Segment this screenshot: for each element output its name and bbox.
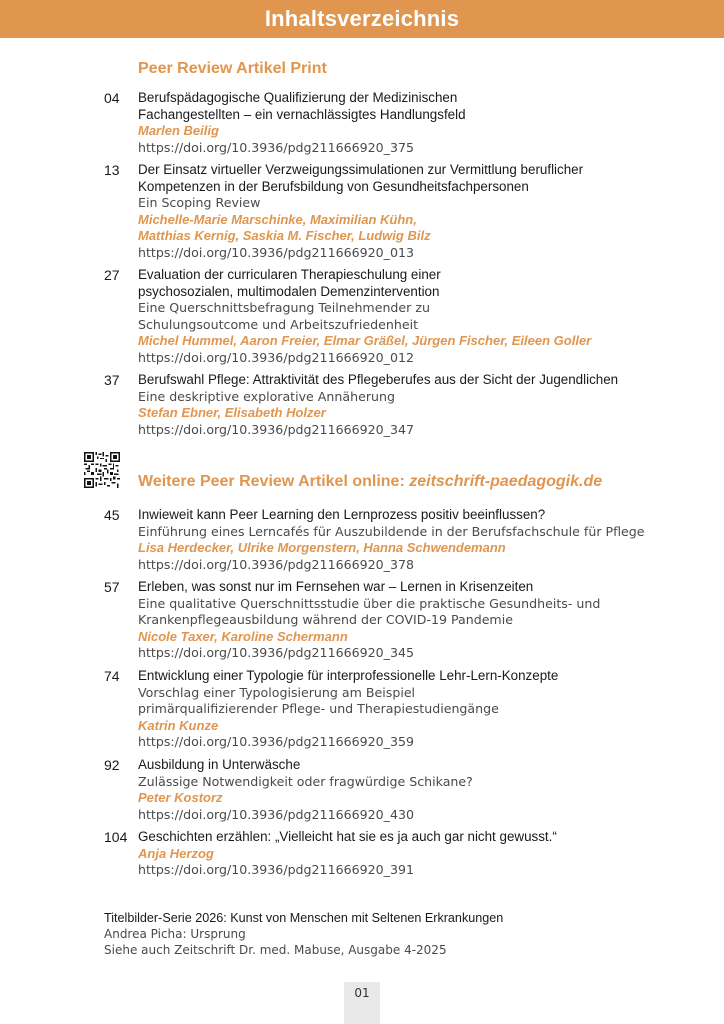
entry-authors: Anja Herzog [138, 845, 214, 861]
entry-authors: Marlen Beilig [138, 123, 219, 138]
entry-title-line: Entwicklung einer Typologie für interprofessionelle Lehr-Lern-Konzepte [138, 668, 559, 683]
cover-artist-line: Andrea Picha: Ursprung [104, 927, 246, 941]
entry-authors: Michelle-Marie Marschinke, Maximilian Kühn, [138, 211, 417, 227]
cover-image-credit [104, 910, 624, 958]
entry-doi-link[interactable]: https://doi.org/10.3936/pdg211666920_430 [138, 806, 414, 822]
entry-title-line: Kompetenzen in der Berufsbildung von Gesundheitsfachpersonen [138, 178, 529, 194]
toc-entry[interactable] [104, 579, 704, 662]
header-bar [0, 0, 724, 38]
toc-entry[interactable] [104, 267, 704, 366]
page-number-box [344, 982, 380, 1024]
entry-authors: Matthias Kernig, Saskia M. Fischer, Ludwig Bilz [138, 228, 431, 243]
entry-subtitle: Schulungsoutcome und Arbeitszufriedenheit [138, 316, 419, 332]
entry-subtitle: Vorschlag einer Typologisierung am Beispiel [138, 684, 416, 700]
page-title: Inhaltsverzeichnis [264, 6, 460, 31]
toc-entry[interactable] [104, 668, 704, 751]
section-title-online-text: Weitere Peer Review Artikel online: [138, 473, 410, 490]
entry-authors: Peter Kostorz [138, 790, 223, 805]
entry-page-number: 04 [104, 90, 120, 106]
entry-doi-link[interactable]: https://doi.org/10.3936/pdg211666920_345 [138, 645, 414, 660]
entry-page-number: 27 [104, 267, 120, 283]
entry-subtitle: Eine qualitative Querschnittsstudie über die praktische Gesundheits- und [138, 595, 601, 611]
entry-doi-link[interactable]: https://doi.org/10.3936/pdg211666920_391 [138, 862, 414, 877]
toc-entry[interactable] [104, 162, 704, 261]
toc-entry[interactable] [104, 372, 704, 438]
entry-doi-link[interactable]: https://doi.org/10.3936/pdg211666920_012 [138, 349, 414, 365]
entry-page-number: 92 [104, 757, 120, 773]
entry-doi-link[interactable]: https://doi.org/10.3936/pdg211666920_359 [138, 734, 414, 749]
entry-title-line: Fachangestellten – ein vernachlässigtes Handlungsfeld [138, 106, 466, 122]
entry-title-line: Erleben, was sonst nur im Fernsehen war – Lernen in Krisenzeiten [138, 579, 534, 594]
entry-subtitle: primärqualifizierender Pflege- und Therapiestudiengänge [138, 701, 499, 716]
entry-authors: Stefan Ebner, Elisabeth Holzer [138, 405, 326, 420]
entry-authors: Lisa Herdecker, Ulrike Morgenstern, Hanna Schwendemann [138, 540, 506, 555]
toc-entry[interactable] [104, 757, 704, 823]
toc-entry[interactable] [104, 829, 704, 879]
entry-authors: Nicole Taxer, Karoline Schermann [138, 628, 348, 644]
entry-subtitle: Krankenpflegeausbildung während der COVID-19 Pandemie [138, 612, 513, 627]
entry-subtitle: Zulässige Notwendigkeit oder fragwürdige Schikane? [138, 773, 473, 789]
entry-page-number: 45 [104, 507, 120, 523]
entry-title-line: psychosozialen, multimodalen Demenzintervention [138, 283, 440, 299]
qr-code-icon[interactable] [84, 452, 120, 488]
entry-subtitle: Ein Scoping Review [138, 195, 261, 210]
entry-title-line: Der Einsatz virtueller Verzweigungssimulationen zur Vermittlung beruflicher [138, 162, 584, 177]
entry-title-line: Inwieweit kann Peer Learning den Lernprozess positiv beeinflussen? [138, 507, 546, 522]
entry-page-number: 57 [104, 579, 120, 595]
entry-title-line: Ausbildung in Unterwäsche [138, 757, 301, 772]
entry-subtitle: Eine deskriptive explorative Annäherung [138, 388, 395, 404]
page-number: 01 [354, 986, 370, 1000]
section-title-online [138, 473, 602, 491]
journal-website-link[interactable]: zeitschrift-paedagogik.de [409, 473, 603, 490]
entry-authors: Katrin Kunze [138, 717, 219, 733]
entry-page-number: 13 [104, 162, 120, 178]
toc-entry[interactable] [104, 90, 704, 156]
cover-series-title: Titelbilder-Serie 2026: Kunst von Menschen mit Seltenen Erkrankungen [104, 911, 504, 925]
entry-title-line: Evaluation der curricularen Therapieschulung einer [138, 267, 441, 282]
entry-title-line: Berufspädagogische Qualifizierung der Medizinischen [138, 90, 458, 105]
entry-doi-link[interactable]: https://doi.org/10.3936/pdg211666920_375 [138, 139, 414, 155]
entry-subtitle: Einführung eines Lerncafés für Auszubildende in der Berufsfachschule für Pflege [138, 523, 645, 539]
entry-doi-link[interactable]: https://doi.org/10.3936/pdg211666920_347 [138, 421, 414, 437]
cover-reference-line: Siehe auch Zeitschrift Dr. med. Mabuse, Ausgabe 4-2025 [104, 943, 447, 957]
entry-title-line: Berufswahl Pflege: Attraktivität des Pflegeberufes aus der Sicht der Jugendlichen [138, 372, 619, 387]
entry-doi-link[interactable]: https://doi.org/10.3936/pdg211666920_378 [138, 556, 414, 572]
toc-entry[interactable] [104, 507, 704, 573]
entry-page-number: 74 [104, 668, 120, 684]
entry-doi-link[interactable]: https://doi.org/10.3936/pdg211666920_013 [138, 244, 414, 260]
section-title-print: Peer Review Artikel Print [138, 60, 327, 77]
entry-subtitle: Eine Querschnittsbefragung Teilnehmender zu [138, 300, 430, 315]
entry-authors: Michel Hummel, Aaron Freier, Elmar Gräßel, Jürgen Fischer, Eileen Goller [138, 333, 592, 348]
entry-page-number: 104 [104, 829, 128, 845]
entry-title-line: Geschichten erzählen: „Vielleicht hat sie es ja auch gar nicht gewusst.“ [138, 829, 557, 844]
entry-page-number: 37 [104, 372, 120, 388]
